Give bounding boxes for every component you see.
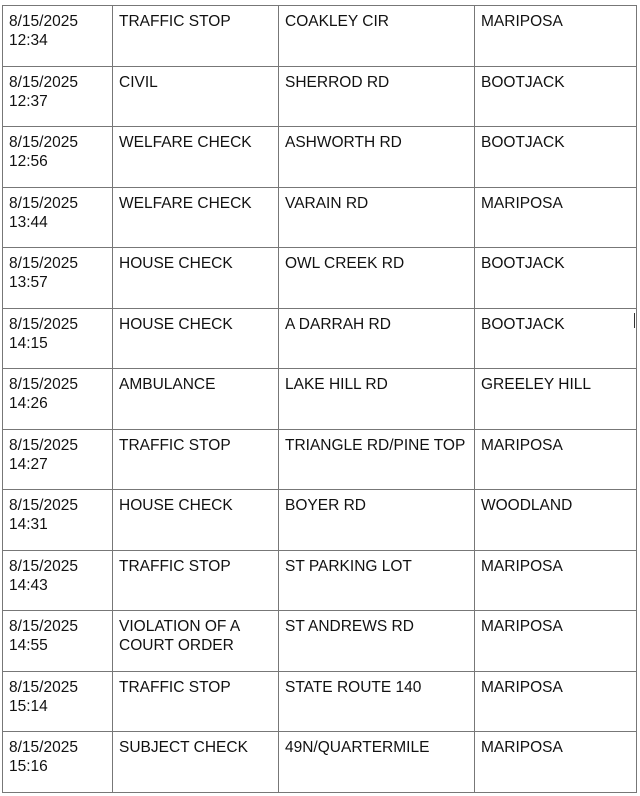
call-type-cell: WELFARE CHECK [113, 187, 279, 248]
area-cell: MARIPOSA [475, 429, 637, 490]
datetime-cell: 8/15/2025 12:34 [3, 6, 113, 67]
call-type-cell: HOUSE CHECK [113, 248, 279, 309]
table-row [3, 248, 637, 309]
area-cell: MARIPOSA [475, 6, 637, 67]
table-row [3, 6, 637, 67]
area-cell: MARIPOSA [475, 550, 637, 611]
location-cell: ST ANDREWS RD [279, 611, 475, 672]
call-log-table [2, 5, 637, 793]
table-row [3, 187, 637, 248]
call-type-cell: TRAFFIC STOP [113, 6, 279, 67]
location-cell: BOYER RD [279, 490, 475, 551]
call-type-cell: HOUSE CHECK [113, 490, 279, 551]
area-cell: MARIPOSA [475, 671, 637, 732]
location-cell: ST PARKING LOT [279, 550, 475, 611]
table-row [3, 671, 637, 732]
datetime-cell: 8/15/2025 14:31 [3, 490, 113, 551]
call-log-body [3, 6, 637, 793]
call-type-cell: TRAFFIC STOP [113, 550, 279, 611]
datetime-cell: 8/15/2025 14:26 [3, 369, 113, 430]
call-type-cell: TRAFFIC STOP [113, 429, 279, 490]
location-cell: STATE ROUTE 140 [279, 671, 475, 732]
call-type-cell: AMBULANCE [113, 369, 279, 430]
call-type-cell: HOUSE CHECK [113, 308, 279, 369]
datetime-cell: 8/15/2025 14:43 [3, 550, 113, 611]
location-cell: ASHWORTH RD [279, 127, 475, 188]
area-cell: BOOTJACK [475, 248, 637, 309]
table-row [3, 550, 637, 611]
location-cell: SHERROD RD [279, 66, 475, 127]
table-row [3, 490, 637, 551]
location-cell: OWL CREEK RD [279, 248, 475, 309]
location-cell: A DARRAH RD [279, 308, 475, 369]
datetime-cell: 8/15/2025 14:15 [3, 308, 113, 369]
call-type-cell: SUBJECT CHECK [113, 732, 279, 793]
call-type-cell: TRAFFIC STOP [113, 671, 279, 732]
area-cell: MARIPOSA [475, 187, 637, 248]
call-type-cell: WELFARE CHECK [113, 127, 279, 188]
datetime-cell: 8/15/2025 14:55 [3, 611, 113, 672]
table-row [3, 66, 637, 127]
datetime-cell: 8/15/2025 15:14 [3, 671, 113, 732]
area-cell: GREELEY HILL [475, 369, 637, 430]
location-cell: VARAIN RD [279, 187, 475, 248]
datetime-cell: 8/15/2025 15:16 [3, 732, 113, 793]
datetime-cell: 8/15/2025 13:57 [3, 248, 113, 309]
area-cell: MARIPOSA [475, 732, 637, 793]
table-row [3, 369, 637, 430]
call-type-cell: VIOLATION OF A COURT ORDER [113, 611, 279, 672]
datetime-cell: 8/15/2025 12:56 [3, 127, 113, 188]
location-cell: LAKE HILL RD [279, 369, 475, 430]
area-cell: BOOTJACK [475, 66, 637, 127]
location-cell: TRIANGLE RD/PINE TOP [279, 429, 475, 490]
table-row [3, 308, 637, 369]
datetime-cell: 8/15/2025 14:27 [3, 429, 113, 490]
table-row [3, 732, 637, 793]
location-cell: 49N/QUARTERMILE [279, 732, 475, 793]
datetime-cell: 8/15/2025 12:37 [3, 66, 113, 127]
area-cell: WOODLAND [475, 490, 637, 551]
area-cell: MARIPOSA [475, 611, 637, 672]
table-row [3, 429, 637, 490]
datetime-cell: 8/15/2025 13:44 [3, 187, 113, 248]
table-row [3, 611, 637, 672]
table-row [3, 127, 637, 188]
area-cell: BOOTJACK [475, 127, 637, 188]
edge-mark [634, 313, 635, 328]
call-type-cell: CIVIL [113, 66, 279, 127]
area-cell: BOOTJACK [475, 308, 637, 369]
location-cell: COAKLEY CIR [279, 6, 475, 67]
